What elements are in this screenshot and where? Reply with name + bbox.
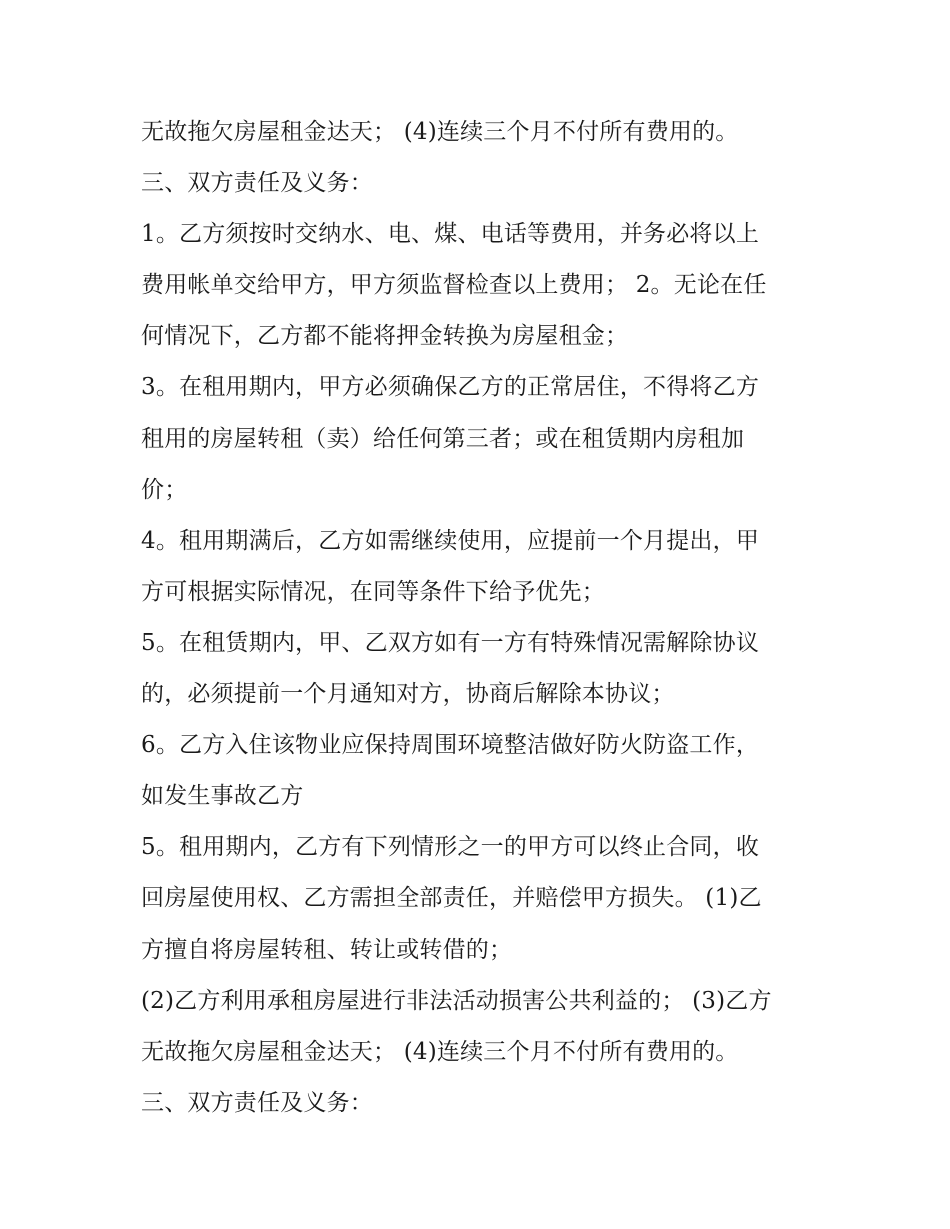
text-line-7: 租用的房屋转租（卖）给任何第三者；或在租赁期内房租加 xyxy=(141,425,745,452)
text-line-4: 费用帐单交给甲方，甲方须监督检查以上费用； 2。无论在任 xyxy=(141,272,767,299)
section-heading-repeat: 三、双方责任及义务： xyxy=(141,1089,373,1116)
section-heading: 三、双方责任及义务： xyxy=(141,170,373,197)
text-line-10: 方可根据实际情况，在同等条件下给予优先； xyxy=(141,578,605,605)
text-line-14: 如发生事故乙方 xyxy=(141,783,304,810)
text-line-13: 6。乙方入住该物业应保持周围环境整洁做好防火防盗工作， xyxy=(141,732,760,759)
text-line-3: 1。乙方须按时交纳水、电、煤、电话等费用，并务必将以上 xyxy=(141,221,760,248)
body-text xyxy=(141,107,821,1129)
text-line-6: 3。在租用期内，甲方必须确保乙方的正常居住，不得将乙方 xyxy=(141,374,760,401)
text-line-15: 5。租用期内，乙方有下列情形之一的甲方可以终止合同，收 xyxy=(141,834,760,861)
text-line-9: 4。租用期满后，乙方如需继续使用，应提前一个月提出，甲 xyxy=(141,527,760,554)
text-line-12: 的，必须提前一个月通知对方，协商后解除本协议； xyxy=(141,681,675,708)
text-line-11: 5。在租赁期内，甲、乙双方如有一方有特殊情况需解除协议 xyxy=(141,629,760,656)
text-line-8: 价； xyxy=(141,476,188,503)
text-line-1: 无故拖欠房屋租金达天； (4)连续三个月不付所有费用的。 xyxy=(141,119,739,145)
text-line-18: (2)乙方利用承租房屋进行非法活动损害公共利益的； (3)乙方 xyxy=(141,987,772,1014)
text-line-16: 回房屋使用权、乙方需担全部责任，并赔偿甲方损失。 (1)乙 xyxy=(141,885,762,912)
text-line-19: 无故拖欠房屋租金达天； (4)连续三个月不付所有费用的。 xyxy=(141,1038,739,1065)
text-line-5: 何情况下，乙方都不能将押金转换为房屋租金； xyxy=(141,323,629,350)
text-line-17: 方擅自将房屋转租、转让或转借的； xyxy=(141,936,513,963)
